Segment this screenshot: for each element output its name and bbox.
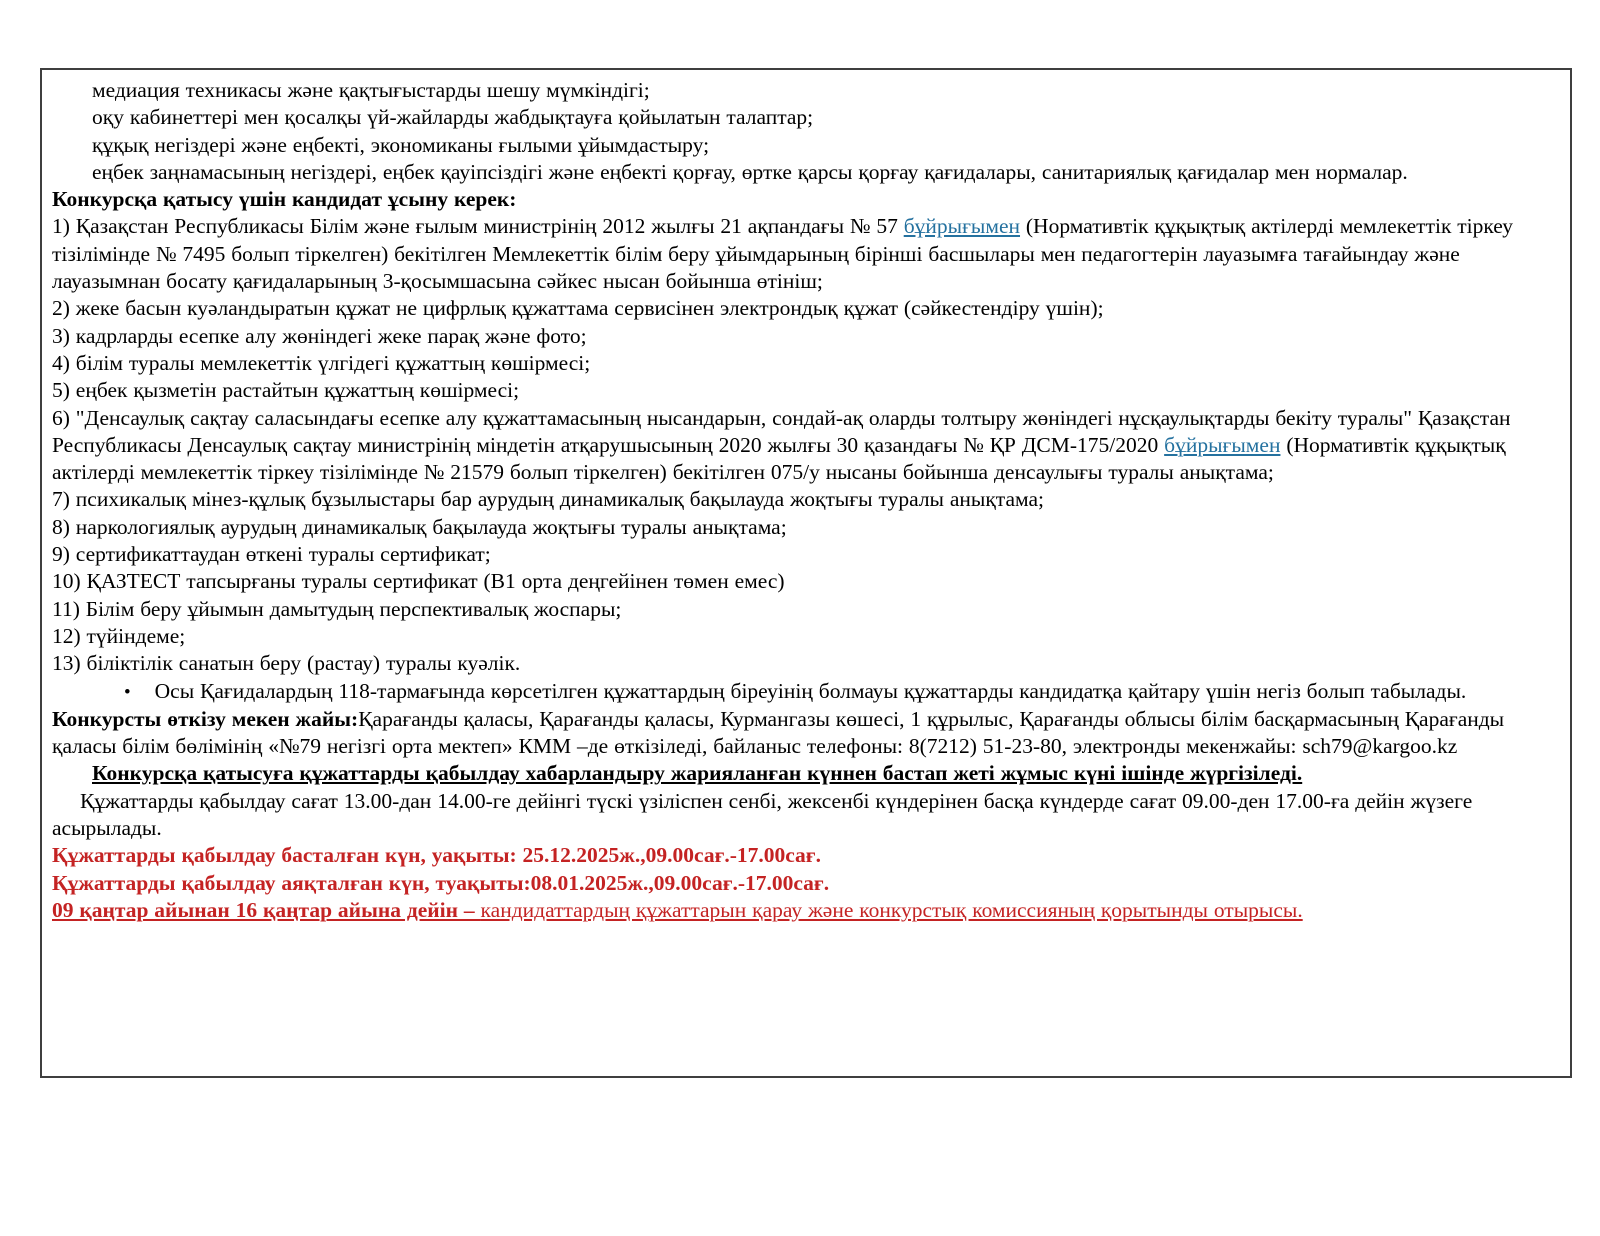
document-list-item-12	[52, 623, 1546, 650]
text-run: 7) психикалық мінез-құлық бұзылыстары бар аурудың динамикалық бақылауда жоқтығы туралы анықтама;	[52, 487, 1044, 512]
text-run: 3) кадрларды есепке алу жөніндегі жеке парақ және фото;	[52, 323, 587, 348]
note-missing-documents	[52, 678, 1546, 706]
text-run: кандидаттардың құжаттарын қарау және конкурстық комиссияның қорытынды отырысы.	[480, 897, 1303, 922]
document-list-item-5	[52, 377, 1546, 404]
acceptance-end-date	[52, 870, 1546, 897]
text-run: медиация техникасы және қақтығыстарды шешу мүмкіндігі;	[92, 78, 650, 102]
document-list-item-3	[52, 323, 1546, 350]
text-run: Конкурсқа қатысуға құжаттарды қабылдау хабарландыру жарияланған күннен бастап жеті жұмыс күні ішінде жүргізіледі.	[92, 761, 1303, 786]
text-run: еңбек заңнамасының негіздері, еңбек қауіпсіздігі және еңбекті қорғау, өртке қарсы қорғау қағидалары, санитариялық қағидалар мен нормалар.	[92, 159, 1408, 184]
text-run: (Нормативтік құқықтық актілерді мемлекеттік тіркеу тізілімінде № 21579 болып тіркелген) бекітілген 075/у нысаны бойынша денсаулығы туралы анықтама;	[52, 432, 1506, 485]
document-list-item-10	[52, 568, 1546, 595]
requirement-line-law	[52, 132, 1546, 159]
text-run: 11) Білім беру ұйымын дамытудың перспективалық жоспары;	[52, 596, 622, 621]
text-run: 09 қаңтар айынан 16 қаңтар айына дейін –	[52, 897, 481, 922]
document-list-item-13	[52, 650, 1546, 677]
text-run: Осы Қағидалардың 118-тармағында көрсетілген құжаттардың біреуінің болмауы құжаттарды кандидатқа қайтару үшін негіз болып табылады.	[154, 678, 1467, 703]
document-list-item-6	[52, 405, 1546, 487]
deadline-heading	[52, 760, 1546, 787]
text-run: Құжаттарды қабылдау сағат 13.00-дан 14.00-ге дейінгі түскі үзіліспен сенбі, жексенбі күндерінен басқа күндерде сағат 09.00-ден 17.00-ға дейін жүзеге асырылады.	[52, 788, 1473, 841]
review-period	[52, 897, 1546, 924]
requirement-line-mediation	[52, 77, 1546, 104]
document-list-item-11	[52, 596, 1546, 623]
acceptance-start-date	[52, 842, 1546, 869]
schedule-paragraph	[52, 788, 1546, 843]
text-run: құқық негіздері және еңбекті, экономиканы ғылыми ұйымдастыру;	[92, 132, 710, 157]
document-list-item-2	[52, 295, 1546, 322]
text-run: 2) жеке басын куәландыратын құжат не цифрлық құжаттама сервисінен электрондық құжат (сәйкестендіру үшін);	[52, 296, 1104, 321]
text-run: 12) түйіндеме;	[52, 623, 186, 648]
text-run: Конкурсты өткізу мекен жайы:	[52, 706, 359, 731]
document-body	[52, 77, 1546, 924]
bullet-icon: •	[124, 681, 131, 703]
text-run: оқу кабинеттері мен қосалқы үй-жайларды жабдықтауға қойылатын талаптар;	[92, 105, 814, 130]
requirement-line-labor	[52, 159, 1546, 186]
text-run: 6) "Денсаулық сақтау саласындағы есепке алу құжаттамасының нысандарын, сондай-ақ оларды толтыру жөніндегі нұсқаулықтарды бекіту туралы" Қазақстан Республикасы Денсаулық сақтау министрінің міндетін атқарушысының 2020 жылғы 30 қазандағы № ҚР ДСМ-175/2020	[52, 405, 1511, 457]
section-heading-candidate-documents	[52, 186, 1546, 213]
text-run: Конкурсқа қатысу үшін кандидат ұсыну керек:	[52, 187, 517, 212]
text-run: Құжаттарды қабылдау аяқталған күн, туақыты:08.01.2025ж.,09.00сағ.-17.00сағ.	[52, 870, 830, 895]
text-run: 8) наркологиялық аурудың динамикалық бақылауда жоқтығы туралы анықтама;	[52, 514, 787, 539]
text-run: 1) Қазақстан Республикасы Білім және ғылым министрінің 2012 жылғы 21 ақпандағы № 57	[52, 214, 904, 239]
text-run: (Нормативтік құқықтық актілерді мемлекеттік тіркеу тізілімінде № 7495 болып тіркелген) бекітілген Мемлекеттік білім беру ұйымдарының бірінші басшылары мен педагогтерін лауазымға тағайындау және лауазымнан босату қағидаларының 3-қосымшасына сәйкес нысан бойынша өтініш;	[52, 214, 1514, 294]
text-run: 10) ҚАЗТЕСТ тапсырғаны туралы сертификат (В1 орта деңгейінен төмен емес)	[52, 569, 785, 594]
text-run: 13) біліктілік санатын беру (растау) туралы куәлік.	[52, 651, 521, 676]
document-list-item-7	[52, 486, 1546, 513]
venue-paragraph	[52, 706, 1546, 761]
hyperlink-order[interactable]: бұйрығымен	[903, 214, 1021, 239]
document-frame	[40, 68, 1572, 1078]
text-run: 9) сертификаттаудан өткені туралы сертификат;	[52, 542, 491, 567]
requirement-line-classrooms	[52, 104, 1546, 131]
document-list-item-4	[52, 350, 1546, 377]
text-run: 4) білім туралы мемлекеттік үлгідегі құжаттың көшірмесі;	[52, 350, 591, 375]
document-list-item-1	[52, 213, 1546, 295]
hyperlink-order[interactable]: бұйрығымен	[1164, 432, 1281, 457]
text-run: 5) еңбек қызметін растайтын құжаттың көшірмесі;	[52, 378, 520, 403]
document-list-item-9	[52, 541, 1546, 568]
text-run: Құжаттарды қабылдау басталған күн, уақыты: 25.12.2025ж.,09.00сағ.-17.00сағ.	[52, 843, 821, 868]
document-list-item-8	[52, 514, 1546, 541]
text-run: Қарағанды қаласы, Қарағанды қаласы, Курмангазы көшесі, 1 құрылыс, Қарағанды облысы білім басқармасының Қарағанды қаласы білім бөлімінің «№79 негізгі орта мектеп» КММ –де өткізіледі, байланыс телефоны: 8(7212) 51-23-80, электронды мекенжайы: sch79@kargoo.kz	[52, 706, 1505, 759]
